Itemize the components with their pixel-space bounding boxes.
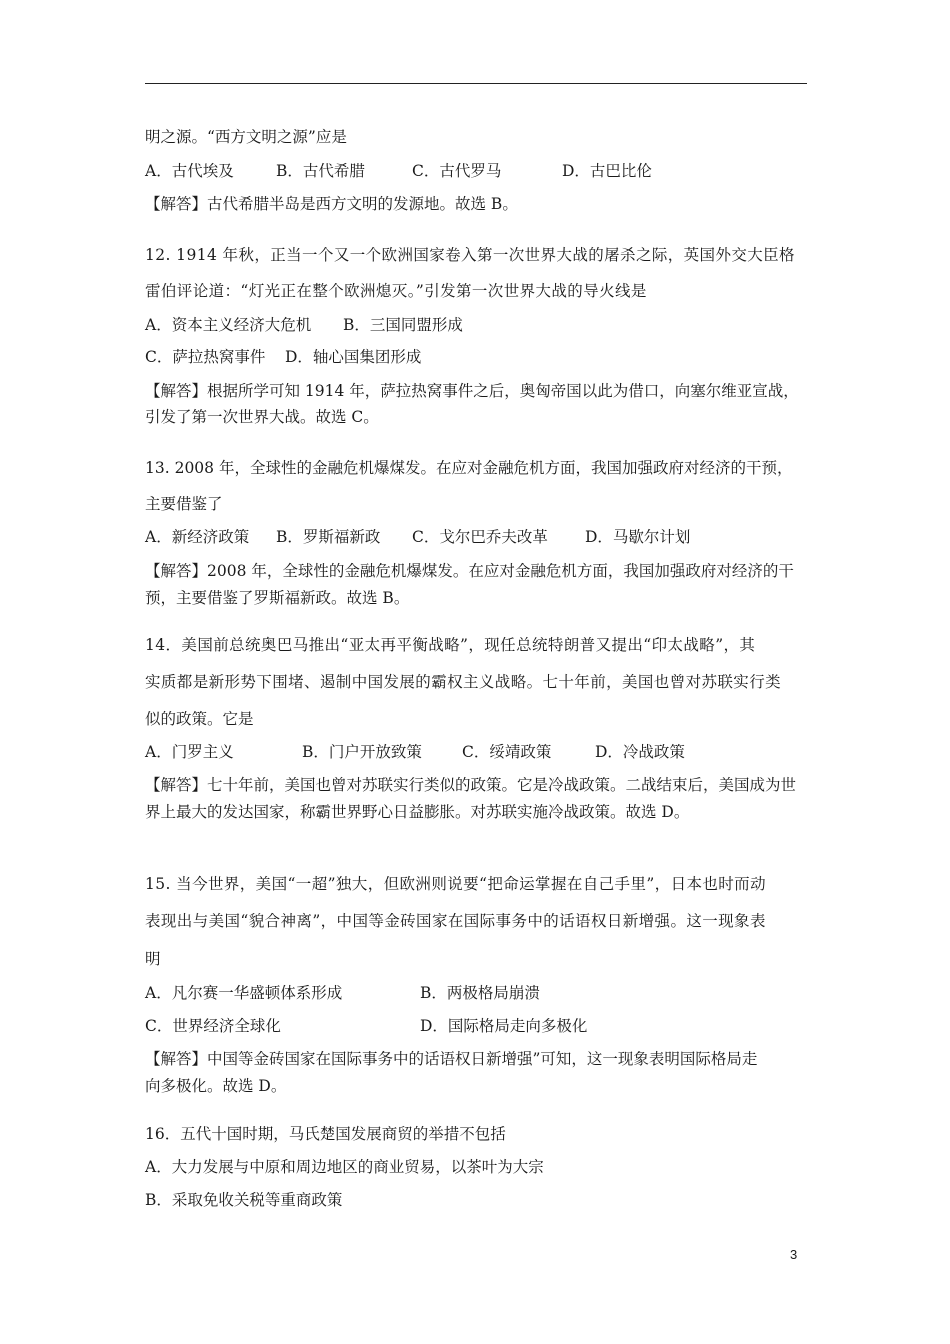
q14-option-d: D．冷战政策 [595, 743, 685, 761]
q11-option-b: B．古代希腊 [276, 162, 365, 180]
q13-option-b: B．罗斯福新政 [276, 528, 381, 546]
q15-option-b: B．两极格局崩溃 [420, 984, 540, 1002]
q15-stem-line-2: 表现出与美国“貌合神离”，中国等金砖国家在国际事务中的话语权日新增强。这一现象表 [145, 912, 766, 930]
q15-option-a: A．凡尔赛一华盛顿体系形成 [145, 984, 343, 1002]
q11-answer: 【解答】古代希腊半岛是西方文明的发源地。故选 B。 [145, 195, 518, 213]
q13-stem-line-2: 主要借鉴了 [145, 495, 223, 513]
q12-stem-line-2: 雷伯评论道：“灯光正在整个欧洲熄灭。”引发第一次世界大战的导火线是 [145, 282, 647, 300]
q11-option-d: D．古巴比伦 [562, 162, 652, 180]
q16-option-a: A．大力发展与中原和周边地区的商业贸易，以茶叶为大宗 [145, 1158, 544, 1176]
q11-stem-tail: 明之源。“西方文明之源”应是 [145, 128, 347, 146]
q16-stem: 16．五代十国时期，马氏楚国发展商贸的举措不包括 [145, 1125, 506, 1143]
q12-option-a: A．资本主义经济大危机 [145, 316, 312, 334]
q14-answer-line-1: 【解答】七十年前，美国也曾对苏联实行类似的政策。它是冷战政策。二战结束后，美国成为世 [145, 776, 797, 794]
q12-stem-line-1: 12. 1914 年秋，正当一个又一个欧洲国家卷入第一次世界大战的屠杀之际，英国外交大臣格 [145, 246, 795, 264]
q15-stem-line-3: 明 [145, 950, 161, 968]
q14-answer-line-2: 界上最大的发达国家，称霸世界野心日益膨胀。对苏联实施冷战政策。故选 D。 [145, 803, 690, 821]
q14-stem-line-3: 似的政策。它是 [145, 710, 254, 728]
q13-stem-line-1: 13. 2008 年，全球性的金融危机爆煤发。在应对金融危机方面，我国加强政府对经济的干预， [145, 459, 793, 477]
q15-option-d: D．国际格局走向多极化 [420, 1017, 588, 1035]
q15-option-c: C．世界经济全球化 [145, 1017, 281, 1035]
q14-stem-line-1: 14．美国前总统奥巴马推出“亚太再平衡战略”，现任总统特朗普又提出“印太战略”，其 [145, 636, 756, 654]
q13-answer-line-2: 预，主要借鉴了罗斯福新政。故选 B。 [145, 589, 410, 607]
q16-option-b: B．采取免收关税等重商政策 [145, 1191, 343, 1209]
q13-option-d: D．马歇尔计划 [585, 528, 691, 546]
q11-option-c: C．古代罗马 [412, 162, 502, 180]
q13-option-c: C．戈尔巴乔夫改革 [412, 528, 548, 546]
q11-option-a: A．古代埃及 [145, 162, 234, 180]
q15-answer-line-1: 【解答】中国等金砖国家在国际事务中的话语权日新增强”可知，这一现象表明国际格局走 [145, 1050, 758, 1068]
page-number: 3 [790, 1247, 798, 1262]
header-rule [145, 83, 807, 84]
q14-option-a: A．门罗主义 [145, 743, 234, 761]
q14-stem-line-2: 实质都是新形势下围堵、遏制中国发展的霸权主义战略。七十年前，美国也曾对苏联实行类 [145, 673, 782, 691]
q12-option-b: B．三国同盟形成 [343, 316, 463, 334]
q12-answer-line-2: 引发了第一次世界大战。故选 C。 [145, 408, 379, 426]
q14-option-b: B．门户开放致策 [302, 743, 422, 761]
q12-answer-line-1: 【解答】根据所学可知 1914 年，萨拉热窝事件之后，奥匈帝国以此为借口，向塞尔维亚宣战， [145, 382, 799, 400]
q14-option-c: C．绥靖政策 [462, 743, 552, 761]
q13-answer-line-1: 【解答】2008 年，全球性的金融危机爆煤发。在应对金融危机方面，我国加强政府对经济的干 [145, 562, 794, 580]
q13-option-a: A．新经济政策 [145, 528, 250, 546]
q15-stem-line-1: 15. 当今世界，美国“一超”独大，但欧洲则说要“把命运掌握在自己手里”，日本也时而动 [145, 875, 766, 893]
q12-option-d: D．轴心国集团形成 [285, 348, 422, 366]
q15-answer-line-2: 向多极化。故选 D。 [145, 1077, 287, 1095]
q12-option-c: C．萨拉热窝事件 [145, 348, 266, 366]
